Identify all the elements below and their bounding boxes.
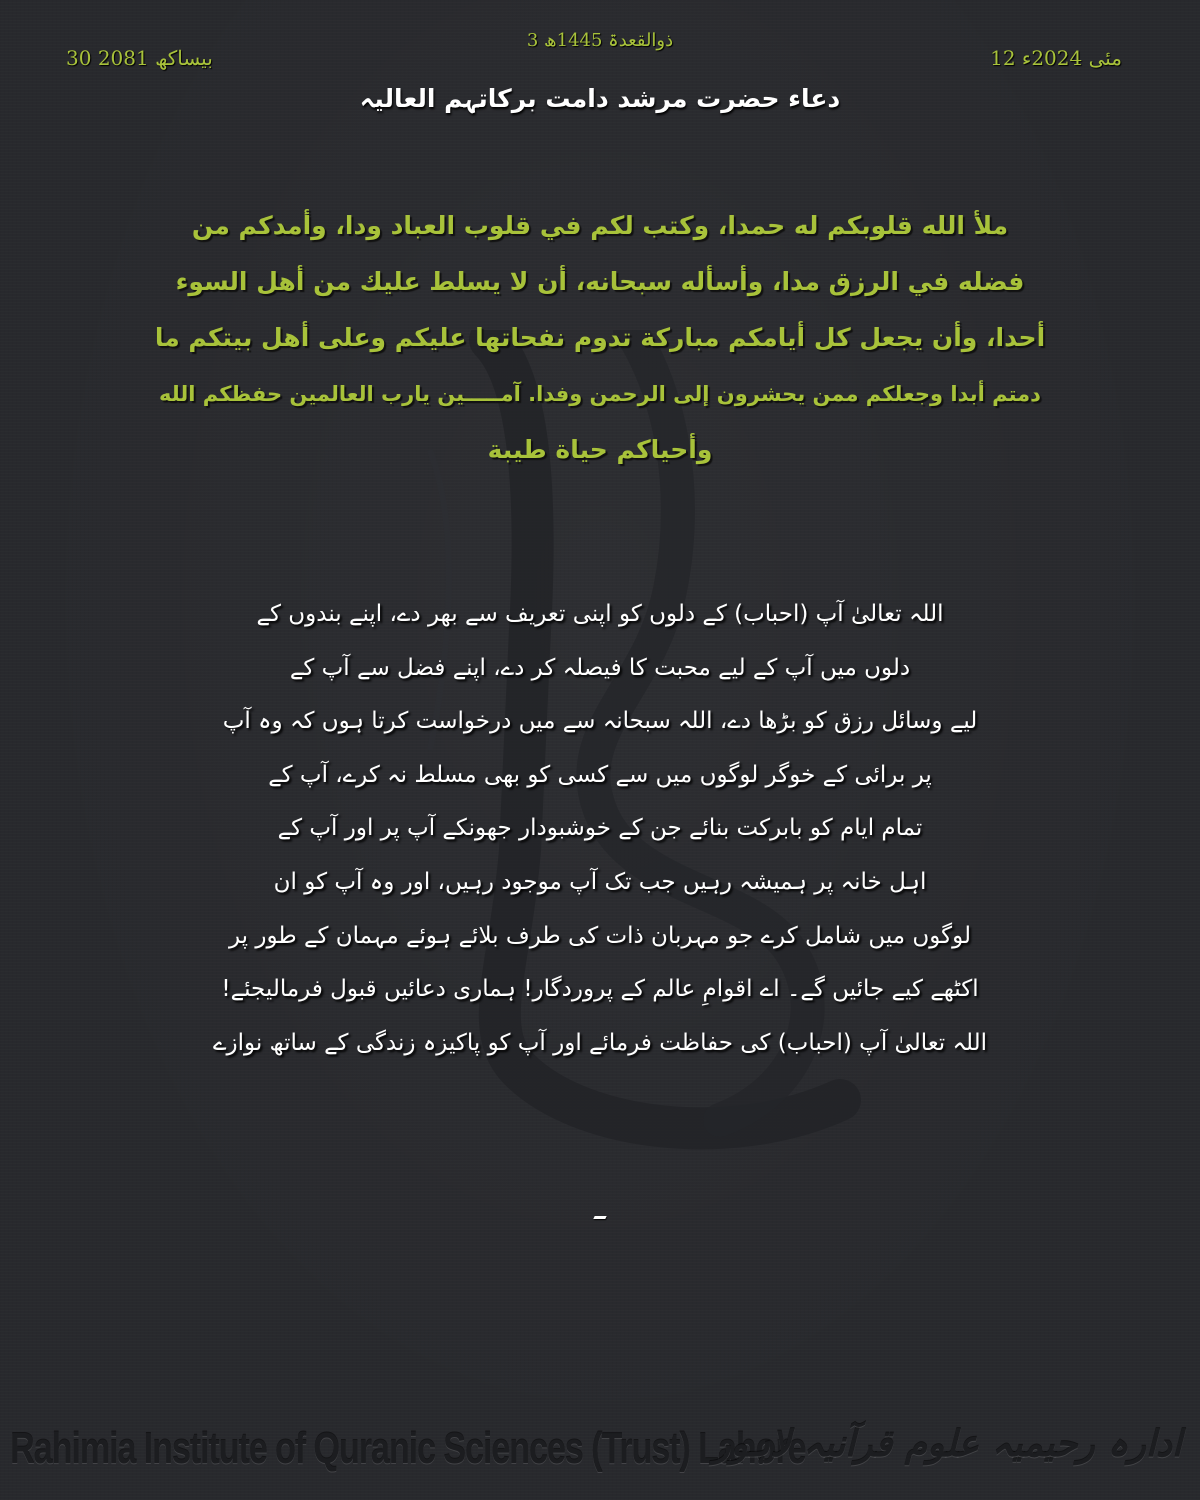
page-title: دعاء حضرت مرشد دامت برکاتہم العالیہ (359, 84, 841, 113)
urdu-translation-line: پر برائی کے خوگر لوگوں میں سے کسی کو بھی مسلط نہ کرے، آپ کے (268, 761, 932, 788)
institute-name-english: Rahimia Institute of Quranic Sciences (Trust) Lahore (10, 1424, 806, 1473)
full-stop-mark (593, 1216, 606, 1219)
bikrami-date: 30 بیساکھ 2081 (66, 46, 213, 70)
urdu-translation-line: اکٹھے کیے جائیں گے۔ اے اقوامِ عالم کے پروردگار! ہماری دعائیں قبول فرمالیجئے! (221, 976, 979, 1003)
urdu-translation-line: اللہ تعالیٰ آپ (احباب) کی حفاظت فرمائے اور آپ کو پاکیزہ زندگی کے ساتھ نوازے (212, 1029, 988, 1056)
arabic-dua-line: فضله في الرزق مدا، وأسأله سبحانه، أن لا يسلط عليك من أهل السوء (175, 267, 1025, 296)
urdu-translation-line: لوگوں میں شامل کرے جو مہربان ذات کی طرف بلائے ہوئے مہمان کے طور پر (228, 922, 972, 949)
institute-logo-calligraphy: ادارہ رحیمیہ علوم قرآنیہ لاہور (713, 1424, 1182, 1465)
urdu-translation-line: اہل خانہ پر ہمیشہ رہیں جب تک آپ موجود رہیں، اور وہ آپ کو ان (273, 868, 927, 895)
footer (0, 1418, 1200, 1488)
arabic-dua (70, 198, 1130, 478)
urdu-translation-line: لیے وسائل رزق کو بڑھا دے، اللہ سبحانہ سے میں درخواست کرتا ہوں کہ وہ آپ (222, 708, 978, 735)
hijri-date: 3 ذوالقعدۃ 1445ھ (526, 30, 674, 51)
arabic-dua-line: أحدا، وأن يجعل كل أيامكم مباركة تدوم نفحاتها عليكم وعلى أهل بيتكم ما (154, 323, 1046, 352)
arabic-dua-line: ملأ الله قلوبكم له حمدا، وكتب لكم في قلوب العباد ودا، وأمدكم من (191, 211, 1009, 240)
urdu-translation-line: دلوں میں آپ کے لیے محبت کا فیصلہ کر دے، اپنے فضل سے آپ کے (289, 654, 911, 681)
arabic-dua-line: دمتم أبدا وجعلكم ممن يحشرون إلى الرحمن وفدا. آمـــــين يارب العالمين حفظكم الله (159, 382, 1041, 406)
urdu-translation-line: تمام ایام کو بابرکت بنائے جن کے خوشبودار جھونکے آپ پر اور آپ کے (277, 815, 923, 842)
urdu-translation (150, 588, 1050, 1070)
urdu-translation-line: اللہ تعالیٰ آپ (احباب) کے دلوں کو اپنی تعریف سے بھر دے، اپنے بندوں کے (256, 601, 944, 627)
arabic-dua-line: وأحياكم حياة طيبة (487, 435, 713, 464)
gregorian-date: 12 مئی 2024ء (990, 46, 1122, 70)
